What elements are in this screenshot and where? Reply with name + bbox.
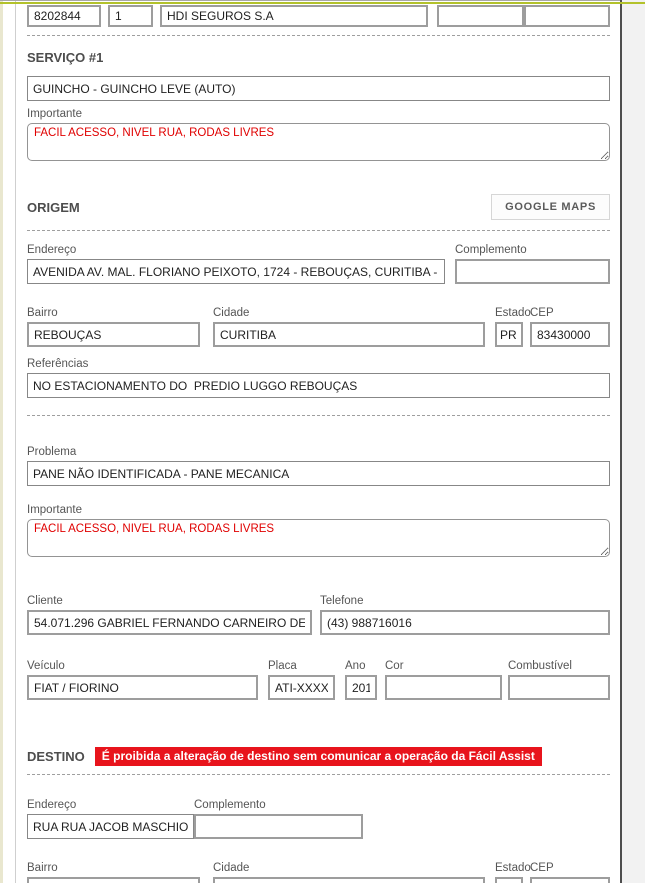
origin-zip-input[interactable]	[530, 322, 610, 347]
origin-important-textarea[interactable]	[27, 519, 610, 557]
destination-zip-input[interactable]	[530, 877, 610, 883]
item-count-input[interactable]	[108, 5, 153, 27]
plate-input[interactable]	[268, 675, 335, 700]
extra-field-2-input[interactable]	[524, 5, 610, 27]
origin-references-input[interactable]	[27, 373, 610, 398]
year-input[interactable]	[345, 675, 377, 700]
origin-address-input[interactable]	[27, 259, 445, 284]
destination-district-label: Bairro	[27, 862, 58, 874]
insurer-input[interactable]	[160, 5, 428, 27]
origin-references-label: Referências	[27, 358, 89, 370]
destination-district-input[interactable]	[27, 877, 200, 883]
origin-complement-label: Complemento	[455, 244, 527, 256]
destination-city-input[interactable]	[213, 877, 485, 883]
color-label: Cor	[385, 660, 404, 672]
client-label: Cliente	[27, 595, 63, 607]
phone-input[interactable]	[320, 610, 610, 635]
right-gutter	[622, 0, 645, 883]
destination-warning-badge: É proibida a alteração de destino sem comunicar a operação da Fácil Assist	[95, 747, 542, 766]
vehicle-label: Veículo	[27, 660, 65, 672]
origin-district-label: Bairro	[27, 307, 58, 319]
extra-field-1-input[interactable]	[437, 5, 524, 27]
origin-important-label: Importante	[27, 504, 82, 516]
destination-district-row	[27, 861, 610, 883]
order-number-input[interactable]	[27, 5, 101, 27]
destination-section-title: DESTINO	[27, 749, 85, 764]
destination-complement-label: Complemento	[194, 799, 266, 811]
vehicle-input[interactable]	[27, 675, 258, 700]
top-accent-line	[0, 2, 645, 4]
fuel-input[interactable]	[508, 675, 610, 700]
service-type-input[interactable]	[27, 76, 610, 101]
phone-label: Telefone	[320, 595, 364, 607]
left-gutter	[3, 0, 15, 883]
destination-address-input[interactable]	[27, 814, 194, 839]
destination-address-row	[27, 798, 610, 839]
color-input[interactable]	[385, 675, 502, 700]
fuel-label: Combustível	[508, 660, 572, 672]
destination-zip-label: CEP	[530, 862, 554, 874]
service-important-label: Importante	[27, 108, 82, 120]
service-section-title: SERVIÇO #1	[27, 50, 104, 65]
origin-problem-input[interactable]	[27, 461, 610, 486]
client-input[interactable]	[27, 610, 312, 635]
plate-label: Placa	[268, 660, 297, 672]
origin-district-row	[27, 306, 610, 347]
origin-city-label: Cidade	[213, 307, 250, 319]
origin-state-input[interactable]	[495, 322, 523, 347]
destination-header-row	[27, 747, 610, 766]
destination-city-label: Cidade	[213, 862, 250, 874]
divider	[27, 230, 610, 231]
destination-state-label: Estado	[495, 862, 531, 874]
google-maps-button[interactable]: GOOGLE MAPS	[491, 194, 610, 220]
year-label: Ano	[345, 660, 366, 672]
destination-address-label: Endereço	[27, 799, 77, 811]
divider	[27, 35, 610, 36]
top-hairline	[0, 0, 620, 1]
service-form-panel	[16, 0, 620, 883]
origin-header-row	[27, 194, 610, 220]
vehicle-row	[27, 659, 610, 700]
service-important-textarea[interactable]	[27, 123, 610, 161]
origin-zip-label: CEP	[530, 307, 554, 319]
origin-district-input[interactable]	[27, 322, 200, 347]
reference-row	[27, 5, 610, 27]
origin-state-label: Estado	[495, 307, 531, 319]
origin-section-title: ORIGEM	[27, 199, 80, 215]
origin-address-label: Endereço	[27, 244, 77, 256]
divider	[27, 415, 610, 416]
origin-complement-input[interactable]	[455, 259, 610, 284]
divider	[27, 774, 610, 775]
origin-address-row	[27, 243, 610, 284]
destination-complement-input[interactable]	[194, 814, 363, 839]
origin-problem-label: Problema	[27, 446, 77, 458]
client-row	[27, 594, 610, 635]
destination-state-input[interactable]	[495, 877, 523, 883]
origin-city-input[interactable]	[213, 322, 485, 347]
